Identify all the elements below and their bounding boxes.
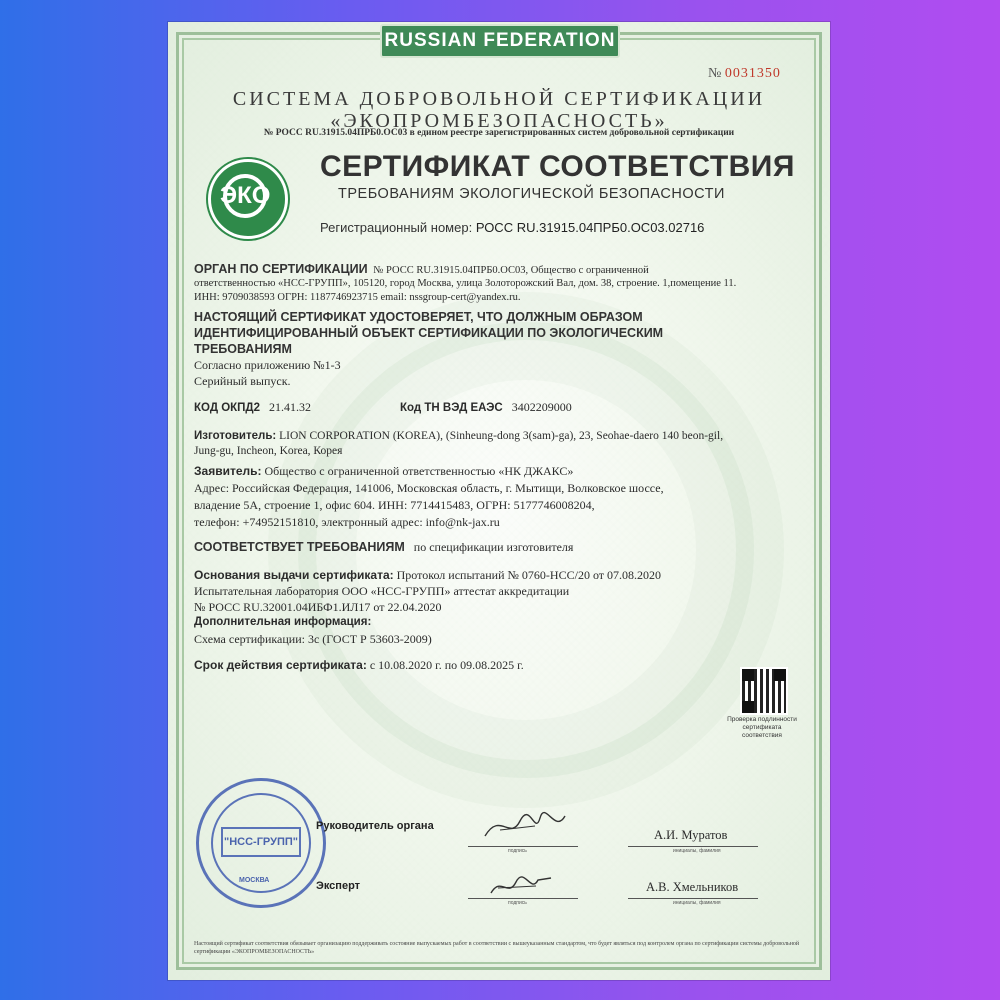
head-name-caption: инициалы, фамилия — [673, 848, 721, 854]
additional-value: Схема сертификации: 3с (ГОСТ Р 53603-2009) — [194, 632, 432, 646]
organ-line1: ОРГАН ПО СЕРТИФИКАЦИИ № РОСС RU.31915.04ПРБ0.ОС03, Общество с ограниченной — [194, 262, 649, 276]
registration-number: Регистрационный номер: РОСС RU.31915.04ПРБ0.ОС03.02716 — [320, 220, 705, 235]
okpd-code: КОД ОКПД2 21.41.32 — [194, 400, 312, 414]
eco-logo-text: ЭКО — [220, 182, 271, 209]
expert-name: А.В. Хмельников — [646, 880, 739, 894]
qr-code-icon[interactable] — [740, 667, 788, 715]
validity-line: Срок действия сертификата: с 10.08.2020 г. по 09.08.2025 г. — [194, 658, 524, 672]
head-signature-icon — [480, 806, 570, 846]
system-name-line2: «ЭКОПРОМБЕЗОПАСНОСТЬ» — [330, 110, 668, 132]
certifies-line3: ТРЕБОВАНИЯМ — [194, 342, 292, 356]
expert-label: Эксперт — [316, 880, 361, 892]
system-name-line1: СИСТЕМА ДОБРОВОЛЬНОЙ СЕРТИФИКАЦИИ — [232, 88, 766, 110]
certificate-subtitle: ТРЕБОВАНИЯМ ЭКОЛОГИЧЕСКОЙ БЕЗОПАСНОСТИ — [338, 186, 725, 202]
organ-line3: ИНН: 9709038593 ОГРН: 1187746923715 email: nssgroup-cert@yandex.ru. — [194, 292, 521, 303]
applicant-line1: Заявитель: Общество с ограниченной ответственностью «НК ДЖАКС» — [194, 464, 574, 478]
certificate-number: № 0031350 — [708, 66, 781, 81]
complies-line: СООТВЕТСТВУЕТ ТРЕБОВАНИЯМ по спецификации изготовителя — [194, 540, 574, 554]
eco-logo-icon — [208, 159, 288, 239]
serial-text: Серийный выпуск. — [194, 374, 291, 388]
head-name-line — [628, 846, 758, 847]
stamp-center-text: "НСС-ГРУПП" — [221, 827, 301, 857]
certificate-document — [168, 22, 830, 980]
expert-sig-caption: подпись — [508, 900, 527, 906]
applicant-line4: телефон: +74952151810, электронный адрес: info@nk-jax.ru — [194, 515, 500, 529]
applicant-line2: Адрес: Российская Федерация, 141006, Московская область, г. Мытищи, Волковское шоссе, — [194, 481, 664, 495]
manufacturer-line1: Изготовитель: LION CORPORATION (KOREA), (Sinheung-dong 3(sam)-ga), 23, Seohae-daero 140 beon-gil, — [194, 430, 724, 442]
stamp-bottom-text: МОСКВА — [239, 877, 270, 884]
basis-line2: Испытательная лаборатория ООО «НСС-ГРУПП» аттестат аккредитации — [194, 584, 570, 598]
tnved-code: Код ТН ВЭД ЕАЭС 3402209000 — [400, 400, 572, 414]
country-banner: RUSSIAN FEDERATION — [380, 24, 620, 58]
expert-name-line — [628, 898, 758, 899]
head-sig-caption: подпись — [508, 848, 527, 854]
head-name: А.И. Муратов — [654, 828, 728, 842]
certifies-line1: НАСТОЯЩИЙ СЕРТИФИКАТ УДОСТОВЕРЯЕТ, ЧТО ДОЛЖНЫМ ОБРАЗОМ — [194, 310, 643, 324]
organ-line2: ответственностью «НСС-ГРУПП», 105120, город Москва, улица Золоторожский Вал, дом. 38, строение. 1,помещение 11. — [194, 278, 737, 289]
certificate-title: СЕРТИФИКАТ СООТВЕТСТВИЯ — [320, 150, 795, 183]
basis-line1: Основания выдачи сертификата: Протокол испытаний № 0760-НСС/20 от 07.08.2020 — [194, 568, 662, 582]
appendix-text: Согласно приложению №1-3 — [194, 358, 341, 372]
system-registration: № РОСС RU.31915.04ПРБ0.ОС03 в едином реестре зарегистрированных систем добровольной сертификации — [263, 128, 735, 138]
head-label: Руководитель органа — [316, 820, 434, 832]
manufacturer-line2: Jung-gu, Incheon, Korea, Корея — [194, 445, 343, 457]
expert-signature-line — [468, 898, 578, 899]
certifies-line2: ИДЕНТИФИЦИРОВАННЫЙ ОБЪЕКТ СЕРТИФИКАЦИИ ПО ЭКОЛОГИЧЕСКИМ — [194, 326, 664, 340]
additional-label: Дополнительная информация: — [194, 616, 372, 628]
footer-text: Настоящий сертификат соответствия обязывает организацию поддерживать состояние выпускаемых работ в соответствии с вышеуказанным стандартом, что будет являться под контролем органа по сертификации системы добровольной сертификации «ЭКОПРОМБЕЗОПАСНОСТЬ» — [194, 941, 800, 955]
qr-caption: Проверка подлинности сертификата соответствия — [727, 716, 797, 739]
seal-stamp-icon — [196, 778, 326, 908]
expert-name-caption: инициалы, фамилия — [673, 900, 721, 906]
basis-line3: № РОСС RU.32001.04ИБФ1.ИЛ17 от 22.04.2020 — [194, 600, 442, 614]
expert-signature-icon — [486, 868, 556, 902]
head-signature-line — [468, 846, 578, 847]
applicant-line3: владение 5А, строение 1, офис 604. ИНН: 7714415483, ОГРН: 5177746008204, — [194, 498, 595, 512]
